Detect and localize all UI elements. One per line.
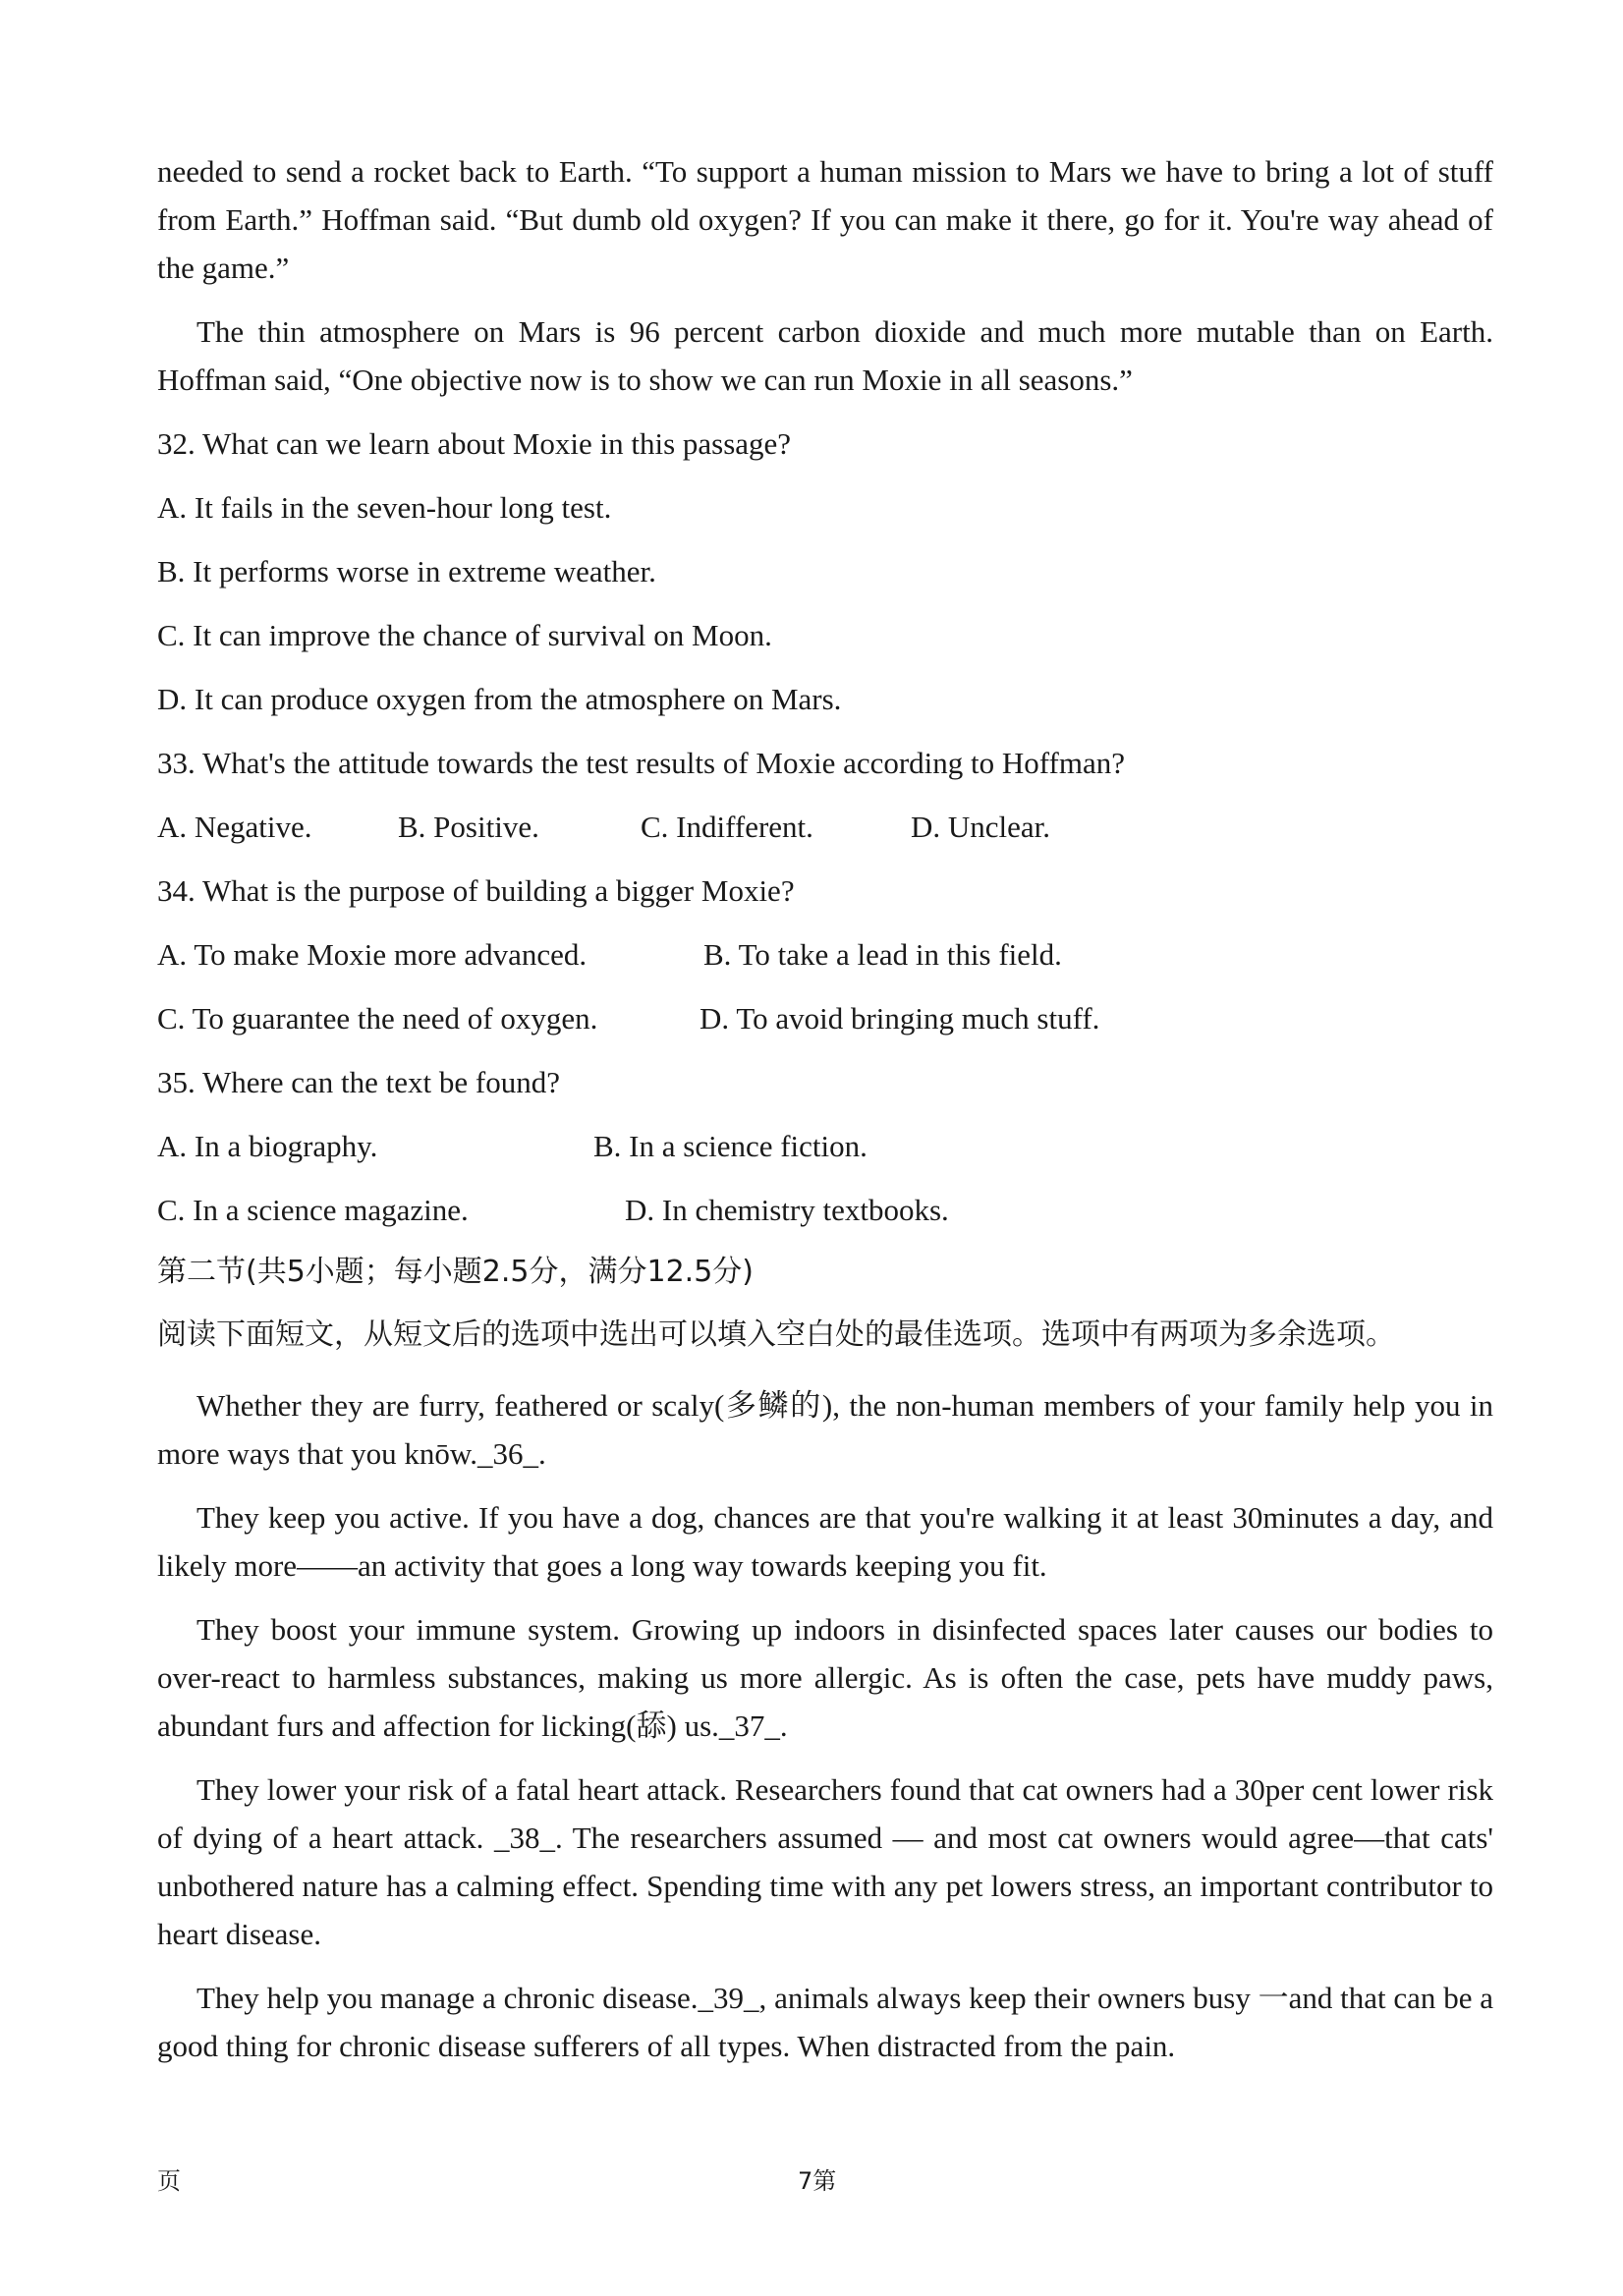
question-34-options-row1 [157,930,1493,979]
passage-paragraph: needed to send a rocket back to Earth. “To support a human mission to Mars we have to bring a lot of stuff from Earth.” Hoffman said. “But dumb old oxygen? If you can make it there, go for it. You're way ahead of the game.” [157,154,1493,285]
question-35-options-row1 [157,1122,1493,1170]
question-34-option-a: A. To make Moxie more advanced. [157,937,588,972]
question-32-option-d: D. It can produce oxygen from the atmosphere on Mars. [157,682,842,716]
question-35-option-d: D. In chemistry textbooks. [625,1193,949,1227]
question-34-options-row2 [157,994,1493,1042]
passage-paragraph: The thin atmosphere on Mars is 96 percent carbon dioxide and much more mutable than on Earth. Hoffman said, “One objective now is to show we can run Moxie in all seasons.” [157,314,1493,397]
question-35-options-row2 [157,1186,1493,1234]
question-32-option-b: B. It performs worse in extreme weather. [157,554,656,588]
section-heading: 第二节(共5小题；每小题2.5分，满分12.5分) [157,1255,755,1289]
passage-paragraph: They boost your immune system. Growing up indoors in disinfected spaces later causes our bodies to over-react to harmless substances, making us more allergic. As is often the case, pets have muddy paws, abundant furs and affection for licking(舔) us._37_. [157,1612,1493,1743]
question-33-option-b: B. Positive. [398,810,539,844]
passage-paragraph: Whether they are furry, feathered or scaly(多鳞的), the non-human members of your family help you in more ways that you knōw._36_. [157,1388,1493,1471]
question-33-options [157,803,1493,851]
question-35-option-c: C. In a science magazine. [157,1193,469,1227]
question-35-option-b: B. In a science fiction. [593,1129,867,1163]
question-33-option-d: D. Unclear. [911,810,1051,844]
question-34-stem: 34. What is the purpose of building a bigger Moxie? [157,873,795,908]
question-32-stem: 32. What can we learn about Moxie in this passage? [157,426,792,461]
question-35-stem: 35. Where can the text be found? [157,1065,561,1099]
question-33-option-c: C. Indifferent. [641,810,813,844]
passage-paragraph: They help you manage a chronic disease._39_, animals always keep their owners busy 一and that can be a good thing for chronic disease sufferers of all types. When distracted from the pain. [157,1981,1493,2063]
passage-paragraph: They keep you active. If you have a dog, chances are that you're walking it at least 30minutes a day, and likely more——an activity that goes a long way towards keeping you fit. [157,1500,1493,1583]
footer-page-label: 页 [157,2167,181,2195]
question-33-option-a: A. Negative. [157,810,312,844]
exam-page [157,147,1493,2070]
passage-paragraph: They lower your risk of a fatal heart attack. Researchers found that cat owners had a 30per cent lower risk of dying of a heart attack. _38_. The researchers assumed — and most cat owners would agree—that cats' unbothered nature has a calming effect. Spending time with any pet lowers stress, an important contributor to heart disease. [157,1772,1493,1951]
question-34-option-d: D. To avoid bringing much stuff. [700,1001,1100,1036]
section-instruction: 阅读下面短文，从短文后的选项中选出可以填入空白处的最佳选项。选项中有两项为多余选项。 [157,1317,1395,1352]
question-32-option-c: C. It can improve the chance of survival on Moon. [157,618,772,652]
question-34-option-b: B. To take a lead in this field. [703,937,1062,972]
question-35-option-a: A. In a biography. [157,1129,378,1163]
footer-page-number: 7第 [798,2167,837,2195]
question-34-option-c: C. To guarantee the need of oxygen. [157,1001,598,1036]
question-33-stem: 33. What's the attitude towards the test results of Moxie according to Hoffman? [157,746,1126,780]
question-32-option-a: A. It fails in the seven-hour long test. [157,490,612,525]
